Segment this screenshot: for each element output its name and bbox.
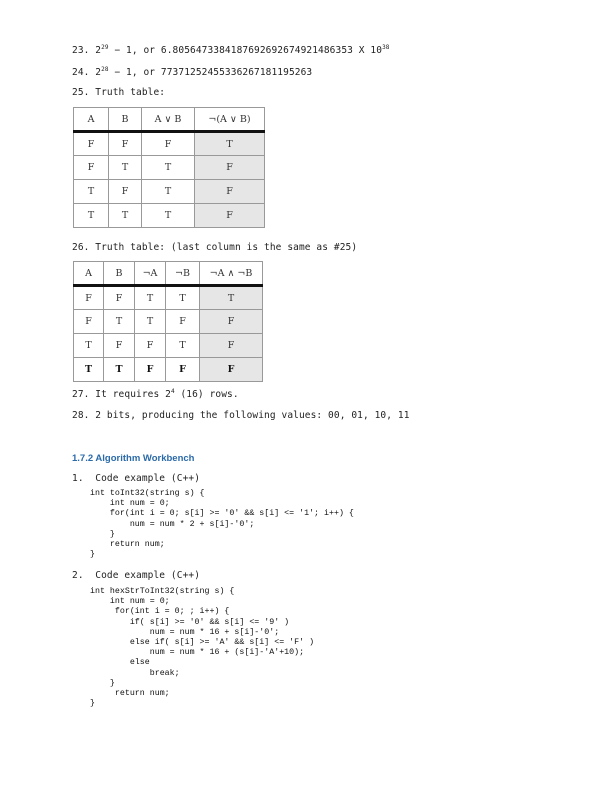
table-cell: T [135,310,166,334]
table-row [74,132,265,156]
section-heading: 1.7.2 Algorithm Workbench [72,453,195,464]
item-27-rest: (16) rows. [174,389,239,400]
table-header-cell: ¬B [166,262,200,286]
table-header-cell: A [74,108,109,132]
item-23-middle: − 1, or 6.805647338418769269267492148635​3 X 10 [108,45,383,56]
table-cell: T [142,180,195,204]
item-26: 26. Truth table: (last column is the same as #25) [72,242,358,253]
table-header-row [74,108,265,132]
code-example-2-label: 2. Code example (C++) [72,570,201,581]
table-row [74,310,263,334]
table-row [74,180,265,204]
item-23-exponent-2: 38 [382,44,390,51]
table-cell: F [166,310,200,334]
table-cell: F [104,286,135,310]
table-header-cell: ¬(A ∨ B) [195,108,265,132]
table-cell: F [195,156,265,180]
table-cell: F [166,358,200,382]
table-cell: F [195,204,265,228]
table-header-cell: B [109,108,142,132]
table-cell: T [104,310,135,334]
table-cell: T [74,180,109,204]
table-cell: F [200,310,263,334]
code-block-2: int hexStrToInt32(string s) { int num = 0; for(int i = 0; ; i++) { if( s[i] >= '0' && s[i] <= '9' ) num = num * 16 + s[i]-'0'; else if( s[i] >= 'A' && s[i] <= 'F' ) num = num * 16 + (s[i]-'A'+10); else break; } return num; } [90,587,315,709]
table-cell: T [109,204,142,228]
item-23-prefix: 23. 2 [72,45,102,56]
table-cell: T [74,334,104,358]
item-28: 28. 2 bits, producing the following values: 00, 01, 10, 11 [72,410,410,421]
item-24 [72,67,312,78]
table-cell: F [200,334,263,358]
table-cell: T [109,156,142,180]
table-cell: F [74,310,104,334]
table-cell: F [74,156,109,180]
table-cell: F [200,358,263,382]
table-cell: T [200,286,263,310]
table-header-cell: ¬A [135,262,166,286]
table-header-cell: ¬A ∧ ¬B [200,262,263,286]
table-cell: T [74,358,104,382]
table-cell: T [142,204,195,228]
table-cell: T [166,334,200,358]
table-cell: F [109,132,142,156]
table-row [74,286,263,310]
table-cell: F [74,286,104,310]
table-cell: T [142,156,195,180]
item-24-rest: − 1, or 77371252455336267181195263 [108,67,313,78]
table-cell: T [74,204,109,228]
table-row [74,334,263,358]
table-cell: F [135,334,166,358]
item-27-prefix: 27. It requires 2 [72,389,171,400]
table-cell: T [166,286,200,310]
table-cell: F [135,358,166,382]
item-24-exponent: 28 [101,66,109,73]
table-header-cell: B [104,262,135,286]
table-cell: F [109,180,142,204]
item-27-exponent: 4 [170,388,175,395]
code-example-1-label: 1. Code example (C++) [72,473,201,484]
item-23 [72,45,390,56]
code-block-1: int toInt32(string s) { int num = 0; for(int i = 0; s[i] >= '0' && s[i] <= '1'; i++) { num = num * 2 + s[i]-'0'; } return num; } [90,489,354,560]
table-cell: T [195,132,265,156]
table-cell: F [104,334,135,358]
table-header-row [74,262,263,286]
table-row [74,204,265,228]
truth-table-2 [73,261,263,382]
item-23-exponent: 29 [101,44,109,51]
table-header-cell: A [74,262,104,286]
truth-table-1 [73,107,265,228]
table-cell: F [195,180,265,204]
item-25: 25. Truth table: [72,87,166,98]
table-header-cell: A ∨ B [142,108,195,132]
table-cell: T [104,358,135,382]
item-24-prefix: 24. 2 [72,67,102,78]
item-27 [72,389,239,400]
table-row [74,156,265,180]
table-cell: F [74,132,109,156]
table-cell: F [142,132,195,156]
table-cell: T [135,286,166,310]
table-row [74,358,263,382]
